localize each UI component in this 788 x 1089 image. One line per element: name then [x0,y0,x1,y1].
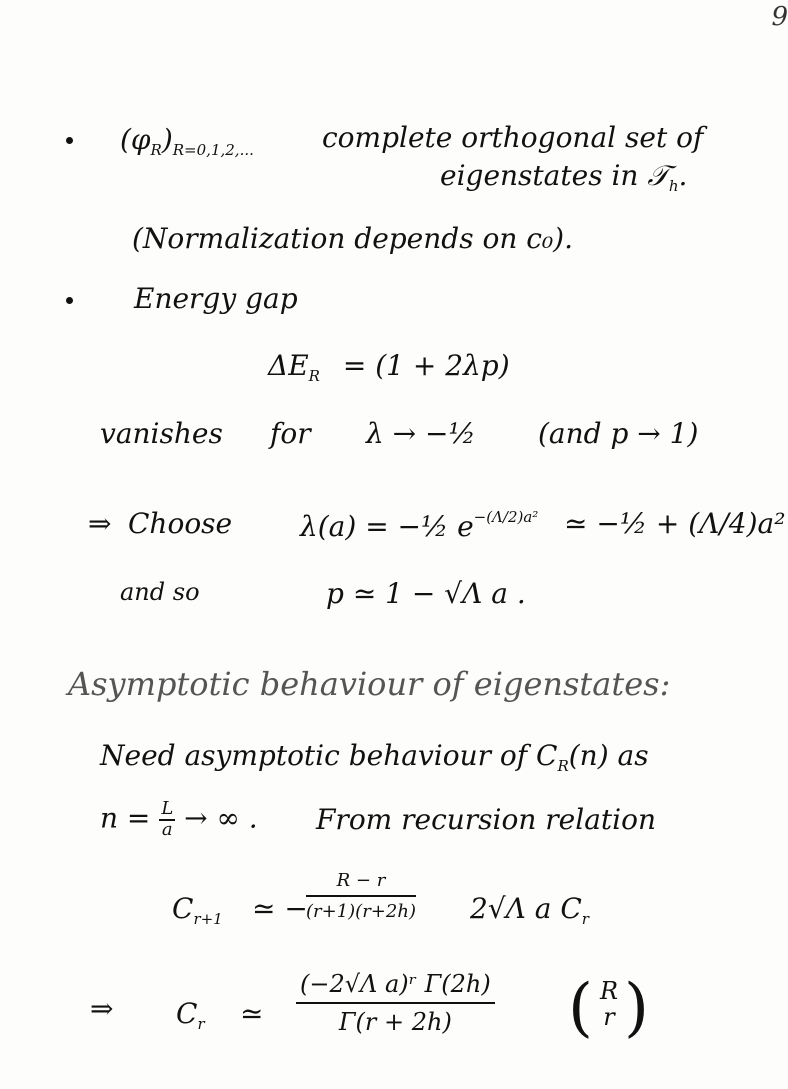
c-r: C [176,997,198,1030]
arrow-infinity: → ∞ . [184,801,258,835]
result-lhs [176,997,205,1033]
bullet-dot [66,137,73,144]
phi-subscript: R [150,141,162,159]
normalization-note: (Normalization depends on c₀). [132,222,573,255]
recursion-lhs [172,892,223,928]
phi-index: R=0,1,2,... [172,141,254,159]
recursion-rhs [470,892,589,928]
page-number: 9 [771,2,788,32]
delta-e: ΔE [268,349,309,382]
vanishes-word: vanishes [100,417,223,450]
need-line [100,739,649,775]
phi-set [120,123,254,159]
frac-numerator: L [161,798,174,819]
binom-right-paren: ) [624,971,649,1045]
for-word: for [270,417,311,450]
bullet1-text-a: complete orthogonal set of [322,121,704,154]
lambda-limit: λ → −½ [366,417,476,450]
l-over-a [159,800,175,840]
binomial [600,978,618,1031]
choose-label: Choose [128,507,233,540]
and-so-label: and so [120,578,200,606]
recursion-approx: ≃ − [252,892,308,925]
c-subscript: R [557,757,569,775]
phi-close: ) [161,123,173,156]
c-r-plus-1-subscript: r+1 [193,910,223,928]
frac-denominator: a [161,818,173,840]
choose-approx: ≃ −½ + (Λ/4)a² [564,507,786,540]
binom-top: R [600,977,619,1005]
recursion-numerator: R − r [306,870,416,897]
result-denominator: Γ(r + 2h) [338,1008,452,1036]
space-subscript: h [668,177,679,195]
choose-equation [300,510,538,541]
recursion-denominator: (r+1)(r+2h) [306,901,416,922]
need-text-end: (n) as [568,739,649,772]
result-fraction [296,970,495,1036]
phi-symbol: (φ [120,123,151,156]
bullet-dot [66,297,73,304]
c-r-plus-1: C [172,892,194,925]
p-approx: p ≃ 1 − √Λ a . [326,577,526,610]
section-title: Asymptotic behaviour of eigenstates: [68,665,671,703]
period: . [678,159,688,192]
energy-gap-rhs: = (1 + 2λp) [342,349,510,382]
result-numerator: (−2√Λ a)ʳ Γ(2h) [296,970,495,1004]
n-limit [100,800,258,840]
choose-arrow: ⇒ [88,507,112,540]
delta-e-subscript: R [308,367,320,385]
n-equals: n = [100,801,151,835]
recursion-intro: From recursion relation [316,803,656,836]
binom-bottom: r [603,1003,615,1032]
result-arrow: ⇒ [90,992,114,1025]
result-approx: ≃ [240,997,264,1030]
recursion-fraction [306,870,416,922]
recursion-rhs-text: 2√Λ a C [470,892,582,925]
energy-gap-equation [268,349,510,385]
bullet1-text-b [440,159,688,195]
p-limit: (and p → 1) [538,417,699,450]
eigenstates-in: eigenstates in [440,159,639,192]
half: ½ [421,510,449,543]
c-r-subscript: r [581,910,589,928]
c-r-subscript-result: r [197,1015,205,1033]
need-text: Need asymptotic behaviour of C [100,739,558,772]
energy-gap-title: Energy gap [134,282,298,315]
binom-left-paren: ( [568,971,593,1045]
lambda-of-a: λ(a) = − [300,510,422,543]
exp-base: e [457,510,474,543]
exp-power: −(Λ/2)a² [473,508,539,526]
vanishes-line [100,417,223,450]
space-symbol: 𝒯 [647,159,669,192]
